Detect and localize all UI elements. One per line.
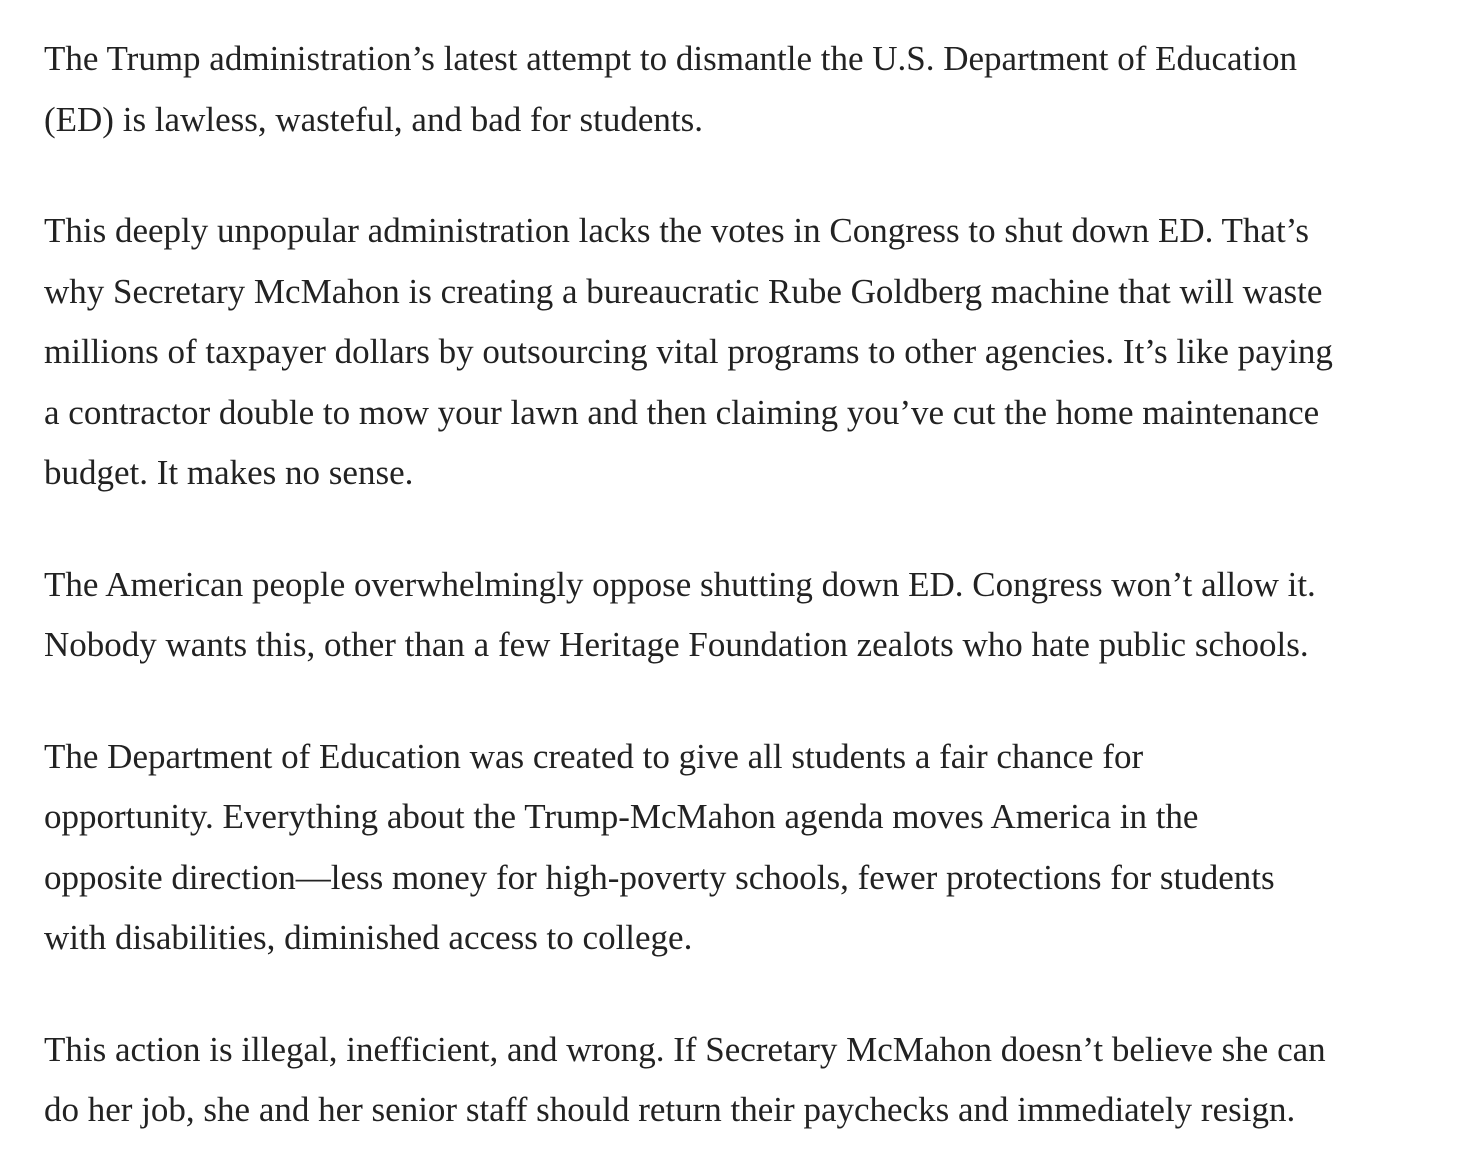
paragraph-line: This deeply unpopular administration lacks the votes in Congress to shut down ED. That’s [44, 211, 1310, 250]
paragraph-line: opposite direction—less money for high-poverty schools, fewer protections for students [44, 857, 1275, 897]
paragraph-4 [44, 727, 1444, 969]
paragraph-line: (ED) is lawless, wasteful, and bad for students. [44, 99, 704, 139]
paragraph-line: The American people overwhelmingly oppose shutting down ED. Congress won’t allow it. [44, 564, 1316, 604]
paragraph-line: Nobody wants this, other than a few Heritage Foundation zealots who hate public schools. [44, 625, 1309, 664]
paragraph-line: The Trump administration’s latest attempt to dismantle the U.S. Department of Education [44, 39, 1297, 78]
paragraph-3 [44, 555, 1444, 676]
paragraph-1 [44, 29, 1444, 150]
paragraph-5 [44, 1020, 1444, 1141]
paragraph-line: opportunity. Everything about the Trump-McMahon agenda moves America in the [44, 797, 1199, 836]
paragraph-line: This action is illegal, inefficient, and wrong. If Secretary McMahon doesn’t believe she can [44, 1029, 1326, 1069]
paragraph-line: The Department of Education was created to give all students a fair chance for [44, 736, 1144, 776]
paragraph-2 [44, 201, 1444, 504]
paragraph-line: a contractor double to mow your lawn and then claiming you’ve cut the home maintenance [44, 392, 1320, 432]
paragraph-line: with disabilities, diminished access to college. [44, 918, 693, 957]
paragraph-line: do her job, she and her senior staff should return their paychecks and immediately resign. [44, 1090, 1296, 1129]
paragraph-line: why Secretary McMahon is creating a bureaucratic Rube Goldberg machine that will waste [44, 271, 1323, 311]
article-body [44, 29, 1444, 1141]
paragraph-line: budget. It makes no sense. [44, 453, 414, 492]
paragraph-line: millions of taxpayer dollars by outsourcing vital programs to other agencies. It’s like paying [44, 332, 1333, 371]
